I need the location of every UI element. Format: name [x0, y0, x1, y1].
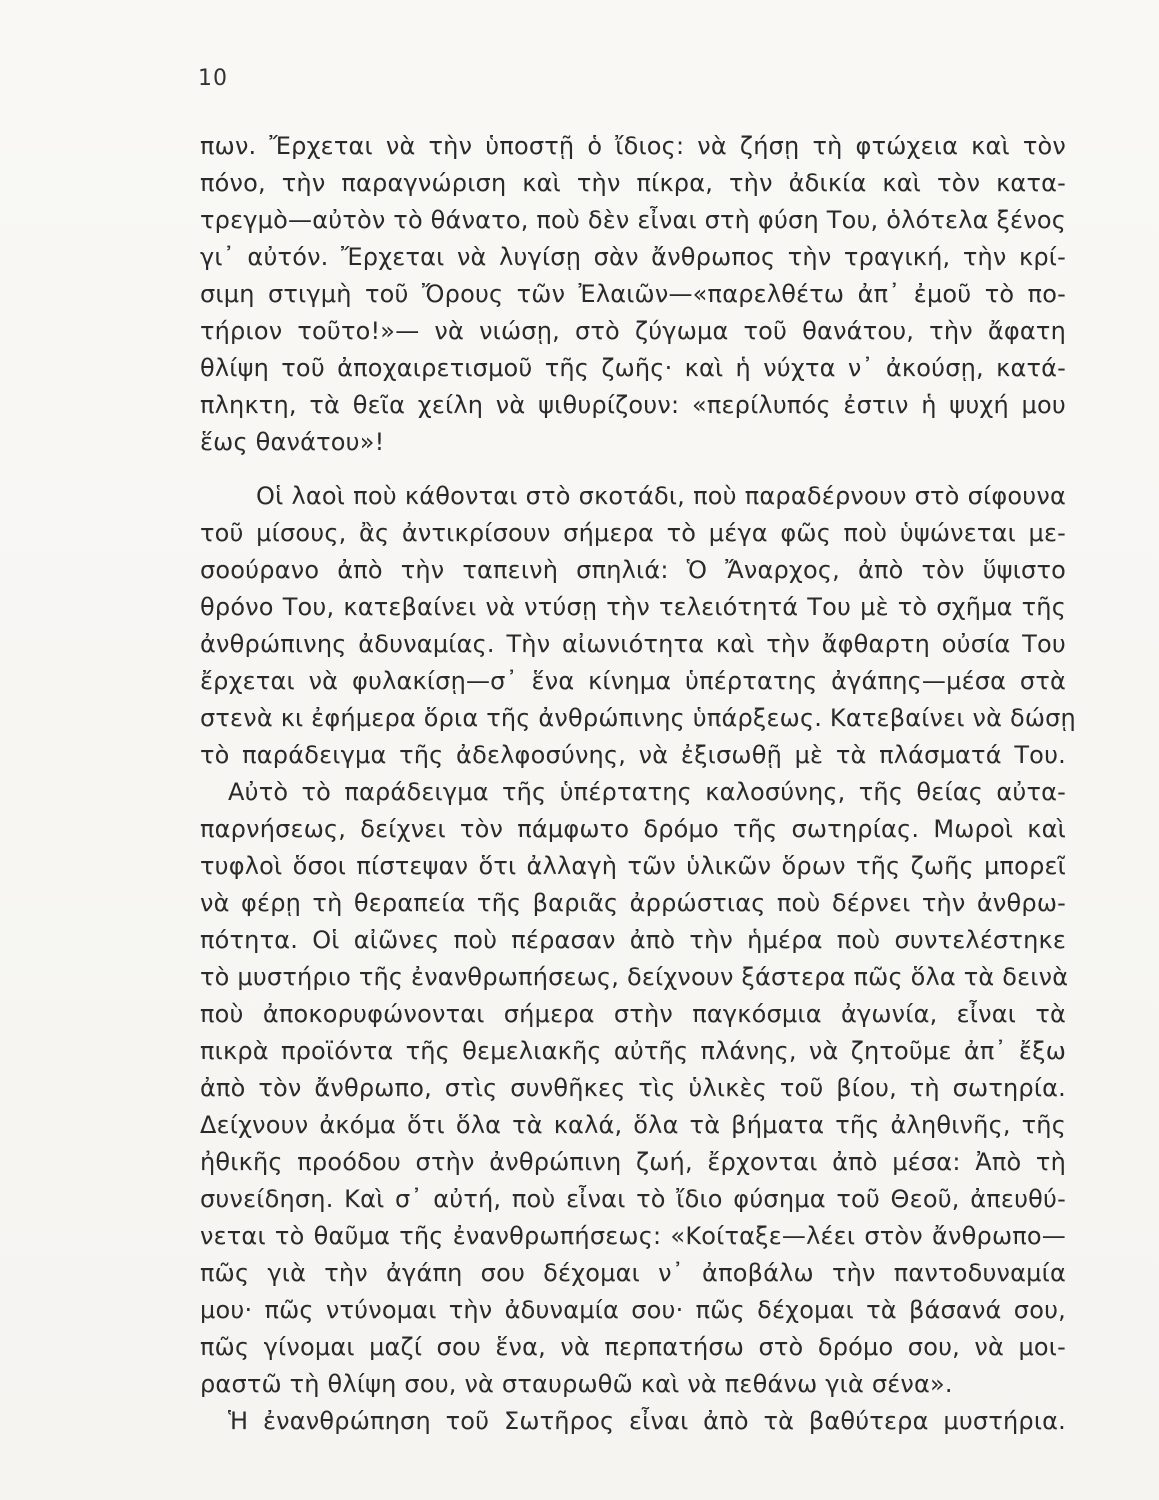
text-line: τυφλοὶ ὅσοι πίστεψαν ὅτι ἀλλαγὴ τῶν ὑλικῶν ὅρων τῆς ζωῆς μπορεῖ	[200, 852, 1066, 880]
text-line: ἠθικῆς προόδου στὴν ἀνθρώπινη ζωή, ἔρχονται ἀπὸ μέσα: Ἀπὸ τὴ	[200, 1148, 1066, 1176]
text-line: Ἡ ἐνανθρώπηση τοῦ Σωτῆρος εἶναι ἀπὸ τὰ βαθύτερα μυστήρια.	[228, 1407, 1066, 1435]
text-line: νὰ φέρῃ τὴ θεραπεία τῆς βαριᾶς ἀρρώστιας ποὺ δέρνει τὴν ἀνθρω-	[200, 889, 1066, 917]
text-line: θλίψη τοῦ ἀποχαιρετισμοῦ τῆς ζωῆς· καὶ ἡ νύχτα ν᾽ ἀκούσῃ, κατά-	[200, 354, 1066, 382]
text-line: συνείδηση. Καὶ σ᾽ αὐτή, ποὺ εἶναι τὸ ἴδιο φύσημα τοῦ Θεοῦ, ἀπευθύ-	[200, 1185, 1066, 1213]
text-line: Αὐτὸ τὸ παράδειγμα τῆς ὑπέρτατης καλοσύνης, τῆς θείας αὐτα-	[228, 778, 1066, 806]
text-line: ἔρχεται νὰ φυλακίσῃ—σ᾽ ἕνα κίνημα ὑπέρτατης ἀγάπης—μέσα στὰ	[200, 667, 1066, 695]
text-line: πικρὰ προϊόντα τῆς θεμελιακῆς αὐτῆς πλάνης, νὰ ζητοῦμε ἀπ᾽ ἔξω	[200, 1037, 1066, 1065]
text-line: πῶς γιὰ τὴν ἀγάπη σου δέχομαι ν᾽ ἀποβάλω τὴν παντοδυναμία	[200, 1259, 1066, 1287]
text-line: πῶς γίνομαι μαζί σου ἕνα, νὰ περπατήσω στὸ δρόμο σου, νὰ μοι-	[200, 1333, 1066, 1361]
text-line: τοῦ μίσους, ἂς ἀντικρίσουν σήμερα τὸ μέγα φῶς ποὺ ὑψώνεται με-	[200, 519, 1066, 547]
text-line: πόνο, τὴν παραγνώριση καὶ τὴν πίκρα, τὴν ἀδικία καὶ τὸν κατα-	[200, 169, 1066, 197]
text-line: τρεγμὸ—αὐτὸν τὸ θάνατο, ποὺ δὲν εἶναι στὴ φύση Του, ὁλότελα ξένος	[200, 206, 1066, 234]
text-line: θρόνο Του, κατεβαίνει νὰ ντύσῃ τὴν τελειότητά Του μὲ τὸ σχῆμα τῆς	[200, 593, 1066, 621]
text-line: ἀνθρώπινης ἀδυναμίας. Τὴν αἰωνιότητα καὶ τὴν ἄφθαρτη οὐσία Του	[200, 630, 1066, 658]
text-line: πότητα. Οἱ αἰῶνες ποὺ πέρασαν ἀπὸ τὴν ἡμέρα ποὺ συντελέστηκε	[200, 926, 1066, 954]
text-line: μου· πῶς ντύνομαι τὴν ἀδυναμία σου· πῶς δέχομαι τὰ βάσανά σου,	[200, 1296, 1066, 1324]
text-line: Δείχνουν ἀκόμα ὅτι ὅλα τὰ καλά, ὅλα τὰ βήματα τῆς ἀληθινῆς, τῆς	[200, 1111, 1066, 1139]
text-line: γι᾽ αὐτόν. Ἔρχεται νὰ λυγίσῃ σὰν ἄνθρωπος τὴν τραγική, τὴν κρί-	[200, 243, 1066, 271]
text-line: σιμη στιγμὴ τοῦ Ὄρους τῶν Ἐλαιῶν—«παρελθέτω ἀπ᾽ ἐμοῦ τὸ πο-	[200, 280, 1066, 308]
text-line: τὸ μυστήριο τῆς ἐνανθρωπήσεως, δείχνουν ξάστερα πῶς ὅλα τὰ δεινὰ	[200, 963, 1069, 991]
text-line: σοούρανο ἀπὸ τὴν ταπεινὴ σπηλιά: Ὁ Ἄναρχος, ἀπὸ τὸν ὕψιστο	[200, 556, 1066, 584]
text-line: πων. Ἔρχεται νὰ τὴν ὑποστῇ ὁ ἴδιος: νὰ ζήσῃ τὴ φτώχεια καὶ τὸν	[200, 132, 1066, 160]
text-line: παρνήσεως, δείχνει τὸν πάμφωτο δρόμο τῆς σωτηρίας. Μωροὶ καὶ	[200, 815, 1066, 843]
text-line: νεται τὸ θαῦμα τῆς ἐνανθρωπήσεως: «Κοίταξε—λέει στὸν ἄνθρωπο—	[200, 1222, 1066, 1250]
paragraph-1	[200, 128, 1066, 461]
text-line: τὸ παράδειγμα τῆς ἀδελφοσύνης, νὰ ἐξισωθῇ μὲ τὰ πλάσματά Του.	[200, 741, 1066, 769]
text-line: ραστῶ τὴ θλίψη σου, νὰ σταυρωθῶ καὶ νὰ πεθάνω γιὰ σένα».	[200, 1370, 953, 1398]
text-line: ποὺ ἀποκορυφώνονται σήμερα στὴν παγκόσμια ἀγωνία, εἶναι τὰ	[200, 1000, 1066, 1028]
text-line: πληκτη, τὰ θεῖα χείλη νὰ ψιθυρίζουν: «περίλυπός ἐστιν ἡ ψυχή μου	[200, 391, 1066, 419]
page-number: 10	[198, 66, 228, 91]
text-line: στενὰ κι ἐφήμερα ὅρια τῆς ἀνθρώπινης ὑπάρξεως. Κατεβαίνει νὰ δώσῃ	[200, 704, 1076, 732]
text-line: ἕως θανάτου»!	[200, 428, 385, 456]
paragraph-2	[200, 478, 1076, 1440]
text-line: ἀπὸ τὸν ἄνθρωπο, στὶς συνθῆκες τὶς ὑλικὲς τοῦ βίου, τὴ σωτηρία.	[200, 1074, 1066, 1102]
text-line: τήριον τοῦτο!»— νὰ νιώσῃ, στὸ ζύγωμα τοῦ θανάτου, τὴν ἄφατη	[200, 317, 1066, 345]
text-line: Οἱ λαοὶ ποὺ κάθονται στὸ σκοτάδι, ποὺ παραδέρνουν στὸ σίφουνα	[256, 482, 1066, 510]
